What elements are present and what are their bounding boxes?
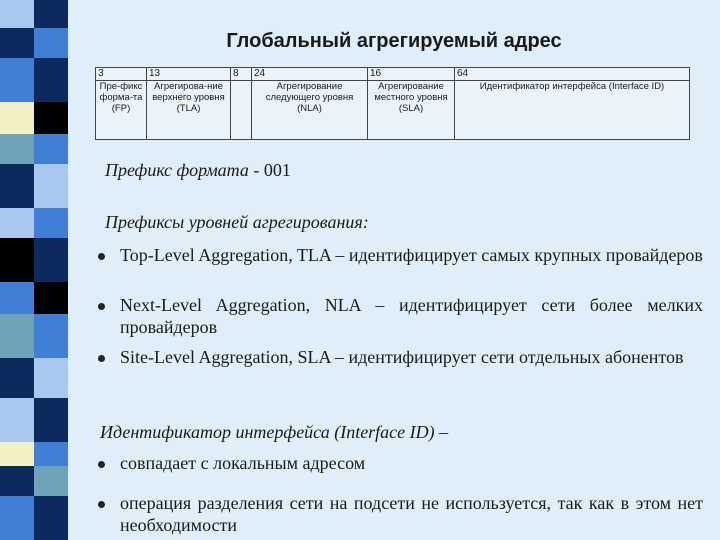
field-name-cell: Агрегирование местного уровня (SLA): [368, 81, 455, 140]
stripe-block: [0, 164, 34, 208]
stripe-block: [0, 358, 34, 398]
bit-width-cell: 24: [252, 68, 368, 81]
stripe-block: [0, 238, 34, 282]
list-item-text: совпадает с локальным адресом: [120, 453, 366, 473]
bit-width-cell: 64: [455, 68, 690, 81]
stripe-block: [34, 58, 68, 102]
list-item-text: Top-Level Aggregation, TLA – идентифицирует самых крупных провайдеров: [120, 245, 703, 265]
stripe-block: [34, 442, 68, 466]
bullet-icon: [98, 461, 105, 468]
stripe-block: [0, 58, 34, 102]
stripe-block: [34, 358, 68, 398]
format-prefix-value: - 001: [248, 160, 291, 180]
list-item: [98, 492, 703, 536]
stripe-block: [0, 466, 34, 496]
aggregation-heading: Префиксы уровней агрегирования:: [105, 212, 369, 232]
stripe-block: [34, 466, 68, 496]
field-name-cell: Пре-фикс форма-та (FP): [96, 81, 147, 140]
decorative-stripe-bar: [0, 0, 68, 540]
list-item: [98, 452, 703, 474]
format-prefix-label: Префикс формата: [105, 160, 249, 180]
stripe-block: [34, 398, 68, 442]
stripe-block: [0, 398, 34, 442]
stripe-block: [34, 314, 68, 358]
stripe-block: [34, 28, 68, 58]
list-item: [98, 346, 703, 368]
slide-content: [68, 0, 720, 540]
stripe-block: [34, 496, 68, 540]
stripe-block: [0, 134, 34, 164]
bullet-icon: [98, 253, 105, 260]
field-name-cell: Агрегирование следующего уровня (NLA): [252, 81, 368, 140]
stripe-block: [0, 28, 34, 58]
stripe-block: [34, 208, 68, 238]
stripe-block: [0, 282, 34, 314]
list-item-text: Site-Level Aggregation, SLA – идентифицирует сети отдельных абонентов: [120, 347, 684, 367]
stripe-block: [34, 282, 68, 314]
bit-width-cell: 13: [147, 68, 231, 81]
list-item-text: Next-Level Aggregation, NLA – идентифицирует сети более мелких провайдеров: [120, 295, 703, 337]
stripe-block: [34, 238, 68, 282]
list-item: [98, 294, 703, 338]
bit-width-cell: 16: [368, 68, 455, 81]
interface-id-heading: Идентификатор интерфейса (Interface ID) –: [100, 422, 449, 442]
list-item: [98, 244, 703, 266]
bit-width-row: [96, 68, 690, 81]
stripe-block: [34, 164, 68, 208]
list-item-text: операция разделения сети на подсети не используется, так как в этом нет необходимости: [120, 493, 703, 535]
stripe-block: [34, 0, 68, 28]
field-name-cell: Агрегирова-ние верхнего уровня (TLA): [147, 81, 231, 140]
bullet-icon: [98, 501, 105, 508]
bullet-icon: [98, 303, 105, 310]
format-prefix-line: [105, 160, 291, 181]
stripe-block: [0, 442, 34, 466]
stripe-block: [0, 208, 34, 238]
stripe-block: [34, 102, 68, 134]
bit-width-cell: 8: [231, 68, 252, 81]
stripe-block: [0, 314, 34, 358]
stripe-block: [0, 0, 34, 28]
field-name-row: [96, 81, 690, 140]
field-name-cell: Идентификатор интерфейса (Interface ID): [455, 81, 690, 140]
address-format-table: [95, 67, 690, 140]
stripe-block: [0, 102, 34, 134]
stripe-block: [0, 496, 34, 540]
slide-title: Глобальный агрегируемый адрес: [226, 30, 562, 52]
bullet-icon: [98, 355, 105, 362]
bit-width-cell: 3: [96, 68, 147, 81]
field-name-cell: [231, 81, 252, 140]
stripe-block: [34, 134, 68, 164]
